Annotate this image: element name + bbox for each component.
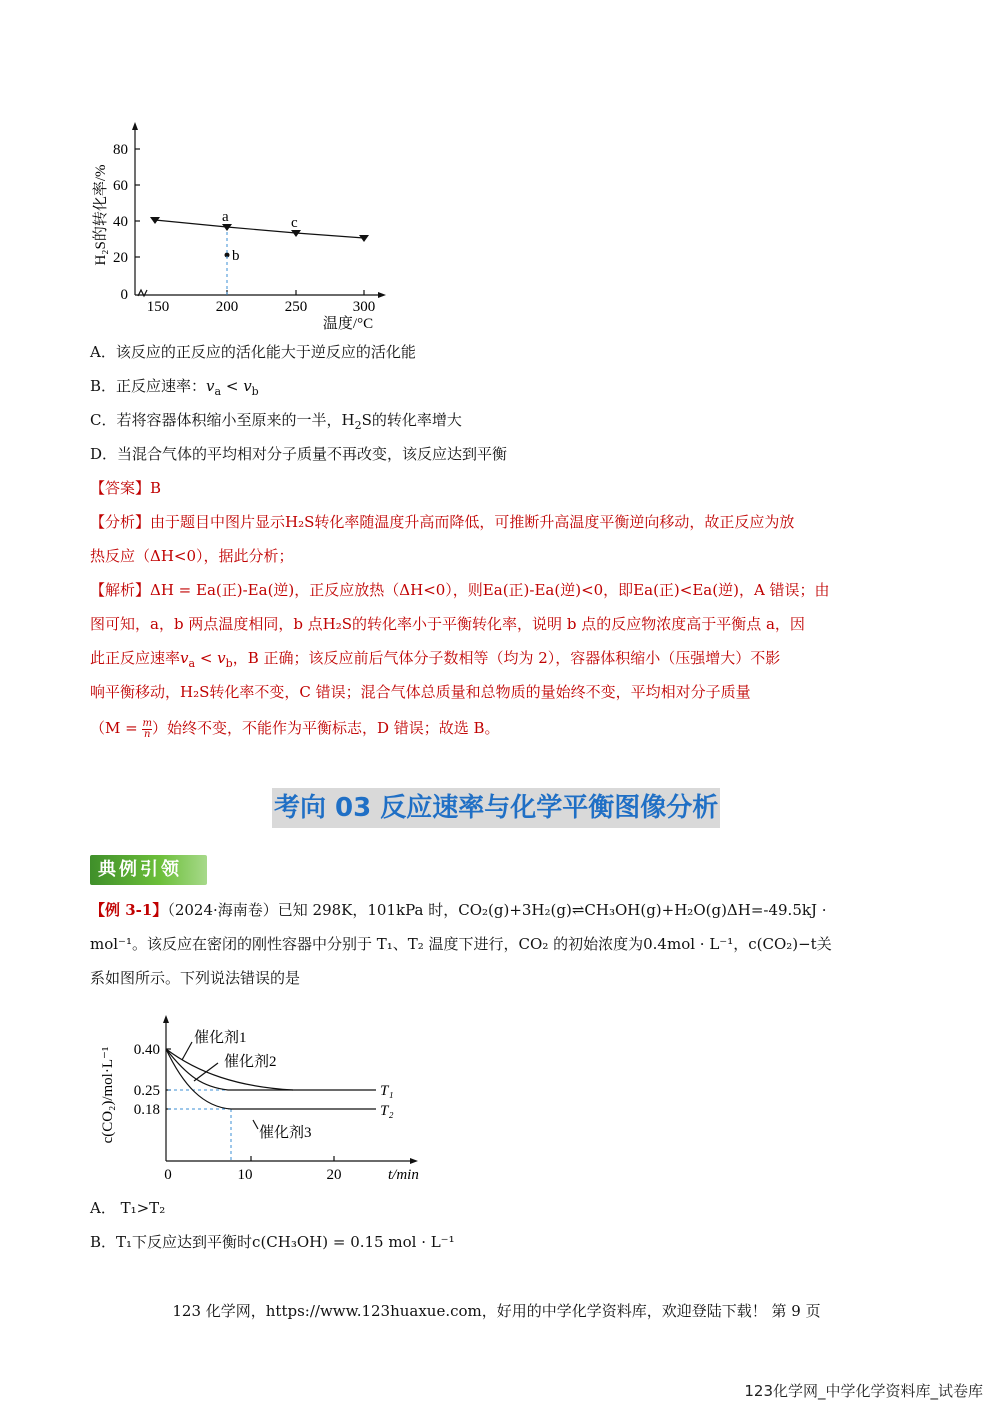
- y-axis-label: H₂S的转化率/%: [93, 164, 109, 266]
- x-tick: 10: [237, 1167, 253, 1183]
- analysis-line-1: 【分析】由于题目中图片显示H₂S转化率随温度升高而降低，可推断升高温度平衡逆向移动，故正反应为放: [90, 513, 795, 531]
- x-tick: 300: [352, 299, 376, 315]
- x-axis-label: t/min: [388, 1167, 419, 1183]
- solution-line-5: （M = $\frac{m}{n}$ ）始终不变，不能作为平衡标志，D 错误；故选 B。: [90, 717, 500, 740]
- solution-line-5-a: （M =: [90, 719, 143, 737]
- answer: 【答案】B: [90, 479, 162, 497]
- banner-label: 典例引领: [98, 859, 182, 880]
- q2-line-3: 系如图所示。下列说法错误的是: [90, 969, 301, 987]
- y-tick: 0.40: [133, 1042, 160, 1058]
- point-label-b: b: [232, 248, 240, 264]
- solution-line-3-a: 此正反应速率: [90, 649, 181, 667]
- y-tick: 20: [113, 250, 128, 266]
- solution-line-4: 响平衡移动，H₂S转化率不变，C 错误；混合气体总质量和总物质的量始终不变，平均相对分子质量: [90, 683, 751, 701]
- label-catalyst-3: 催化剂3: [259, 1125, 312, 1141]
- concentration-chart: [88, 1015, 433, 1185]
- option-b: B．正反应速率：$v_a < v_b$: [90, 377, 259, 398]
- conversion-chart: [88, 120, 398, 335]
- q2-option-b: B．T₁下反应达到平衡时c(CH₃OH) = 0.15 mol · L⁻¹: [90, 1233, 455, 1251]
- q2-tag: 【例 3-1】: [90, 901, 168, 919]
- solution-line-1: 【解析】ΔH = Ea(正)-Ea(逆)，正反应放热（ΔH<0），则Ea(正)-Ea(逆)<0，即Ea(正)<Ea(逆)，A 错误；由: [90, 581, 830, 599]
- data-point: [359, 235, 369, 242]
- section-heading: 考向 03 反应速率与化学平衡图像分析: [272, 788, 720, 828]
- label-t2: T₂: [380, 1103, 394, 1119]
- x-tick: 200: [215, 299, 239, 315]
- y-tick: 0: [120, 287, 128, 303]
- q2-line-2: mol⁻¹。该反应在密闭的刚性容器中分别于 T₁、T₂ 温度下进行，CO₂ 的初始浓度为0.4mol · L⁻¹，c(CO₂)−t关: [90, 935, 832, 953]
- option-b-prefix: B．正反应速率：: [90, 377, 207, 395]
- q2-option-a: A． T₁>T₂: [90, 1199, 166, 1217]
- label-t1: T₁: [380, 1083, 394, 1099]
- y-axis-label: c(CO₂)/mol·L⁻¹: [100, 1046, 116, 1144]
- x-tick: 0: [164, 1167, 172, 1183]
- solution-line-5-b: ）始终不变，不能作为平衡标志，D 错误；故选 B。: [151, 719, 500, 737]
- corner-watermark: 123化学网_中学化学资料库_试卷库: [744, 1382, 983, 1400]
- y-tick: 60: [113, 178, 128, 194]
- y-tick: 40: [113, 214, 128, 230]
- option-d: D．当混合气体的平均相对分子质量不再改变，该反应达到平衡: [90, 445, 508, 463]
- label-catalyst-1: 催化剂1: [194, 1030, 247, 1046]
- solution-line-2: 图可知，a，b 两点温度相同，b 点H₂S的转化率小于平衡转化率，说明 b 点的反应物浓度高于平衡点 a，因: [90, 615, 805, 633]
- y-tick: 0.25: [133, 1083, 160, 1099]
- y-tick: 0.18: [133, 1102, 160, 1118]
- option-a: A．该反应的正反应的活化能大于逆反应的活化能: [90, 343, 416, 361]
- x-tick: 250: [284, 299, 308, 315]
- conversion-line: [155, 220, 364, 238]
- point-label-a: a: [222, 209, 229, 225]
- solution-line-3: 此正反应速率$v_a < v_b$，B 正确；该反应前后气体分子数相等（均为 2），容器体积缩小（压强增大）不影: [90, 649, 781, 670]
- x-tick: 20: [326, 1167, 342, 1183]
- page-footer: 123 化学网，https://www.123huaxue.com，好用的中学化学资料库，欢迎登陆下载！ 第 9 页: [172, 1302, 821, 1320]
- x-tick: 150: [146, 299, 170, 315]
- x-axis-label: 温度/°C: [322, 316, 374, 332]
- solution-line-3-b: ，B 正确；该反应前后气体分子数相等（均为 2），容器体积缩小（压强增大）不影: [232, 649, 781, 667]
- analysis-line-2: 热反应（ΔH<0），据此分析；: [90, 547, 294, 565]
- option-c-text-2: S的转化率增大: [361, 411, 462, 429]
- option-c: C．若将容器体积缩小至原来的一半，$H_2S$的转化率增大: [90, 411, 462, 432]
- label-catalyst-2: 催化剂2: [224, 1054, 277, 1070]
- y-tick: 80: [113, 142, 128, 158]
- q2-text-1: （2024·海南卷）已知 298K，101kPa 时，CO₂(g)+3H₂(g)⇌CH₃OH(g)+H₂O(g)ΔH=-49.5kJ ·: [167, 901, 827, 919]
- point-label-c: c: [291, 215, 298, 231]
- example-banner: [90, 855, 207, 885]
- option-c-text-1: C．若将容器体积缩小至原来的一半，H: [90, 411, 355, 429]
- q2-line-1: [90, 900, 827, 920]
